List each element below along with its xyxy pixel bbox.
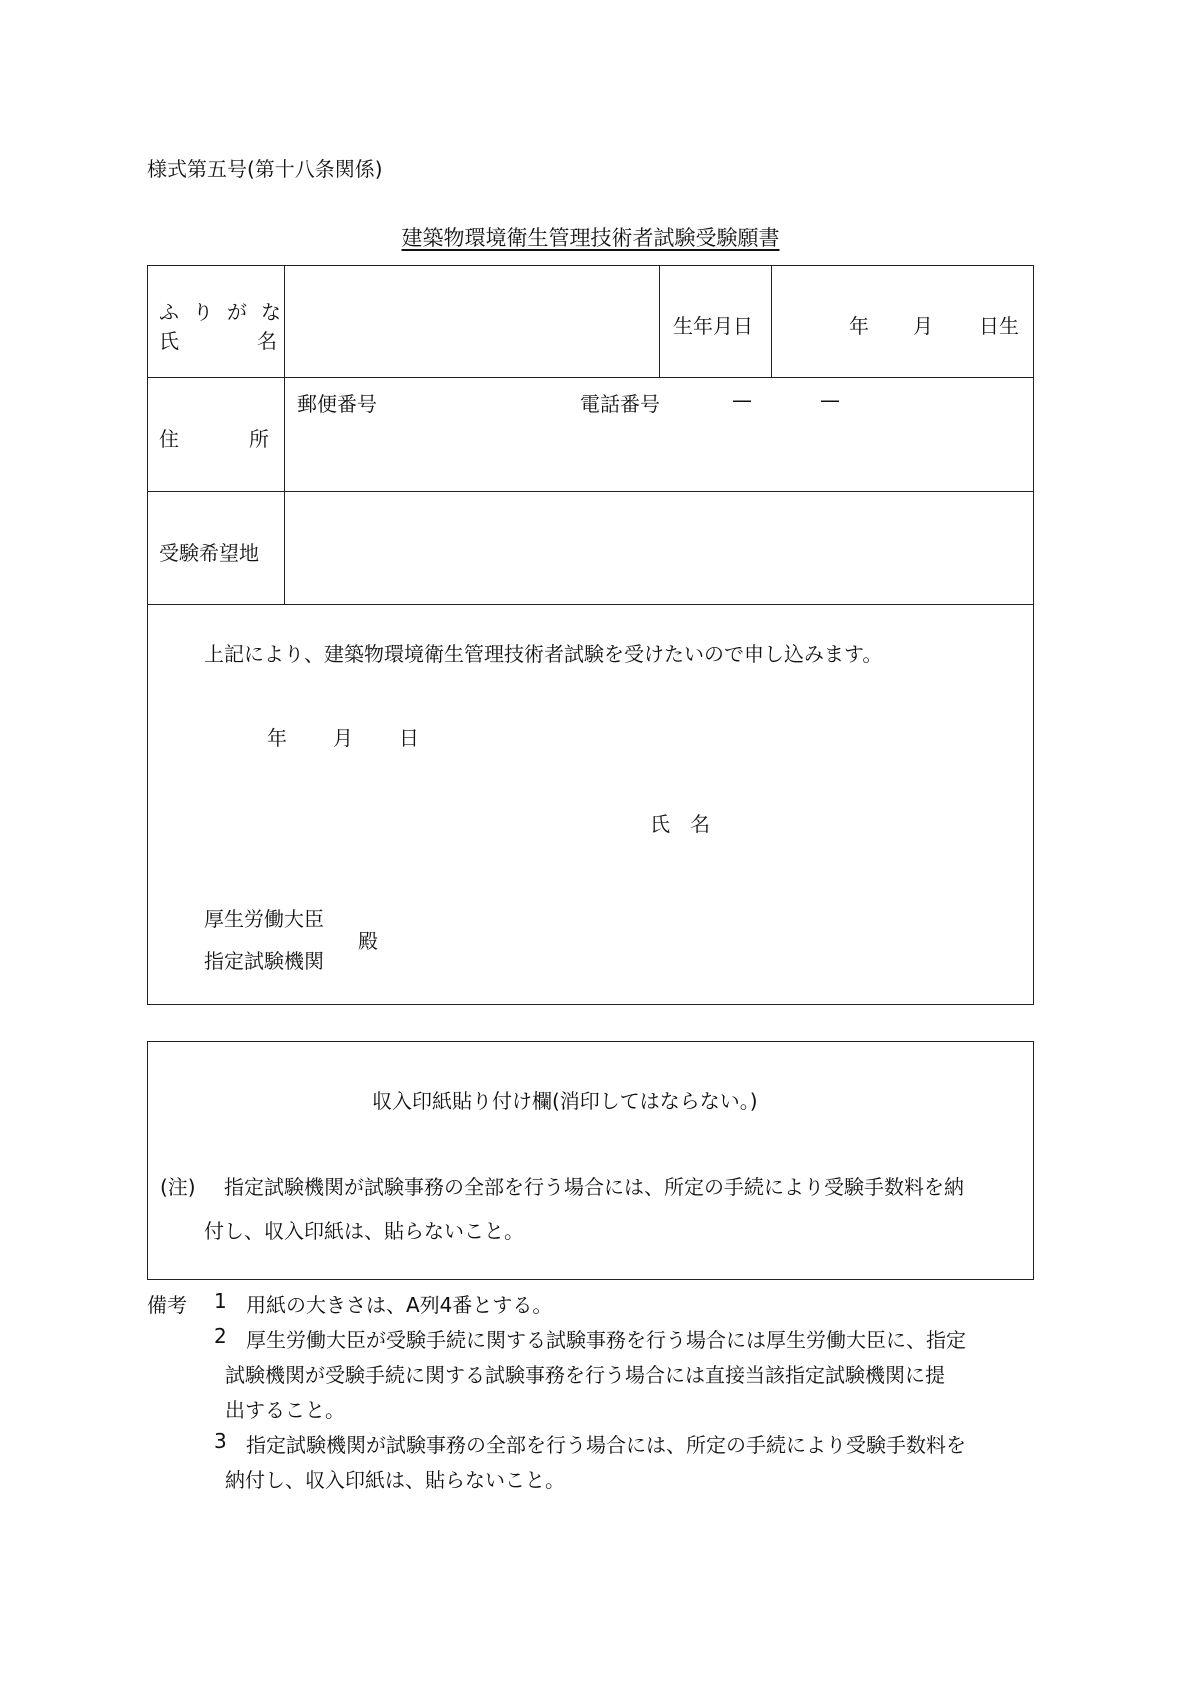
date-day-label: 日 [399,726,419,750]
addressee-designated-body: 指定試験機関 [204,949,324,973]
row-divider [147,604,1034,605]
phone-label: 電話番号 [580,392,660,416]
exam-location-label: 受験希望地 [159,541,259,565]
remark-number: 2 [214,1324,227,1348]
remark-text: 用紙の大きさは、A列4番とする。 [246,1293,553,1317]
name-label-row [159,325,355,354]
row-divider [147,491,1034,492]
form-title: 建築物環境衛生管理技術者試験受験願書 [401,226,780,250]
note-line: 付し、収入印紙は、貼らないこと。 [204,1219,524,1243]
remark-text: 出すること。 [225,1398,345,1422]
addressee-minister: 厚生労働大臣 [204,907,324,931]
revenue-stamp-box [147,1041,1034,1280]
remarks-label: 備考 [147,1293,187,1317]
furigana-label: ふりがな [159,300,295,324]
remark-number: 3 [214,1429,227,1453]
remark-text: 厚生労働大臣が受験手続に関する試験事務を行う場合には厚生労働大臣に、指定 [246,1328,966,1352]
address-label: 住所 [159,427,339,451]
note-marker: (注) [160,1175,196,1199]
phone-dash: — [820,388,840,412]
date-year-label: 年 [267,726,287,750]
birth-day-label: 日生 [979,314,1019,338]
applicant-name-label: 氏 名 [650,812,710,836]
postal-code-label: 郵便番号 [297,392,377,416]
application-table [147,265,1034,1005]
note-line: 指定試験機関が試験事務の全部を行う場合には、所定の手続により受験手数料を納 [224,1175,964,1199]
row-divider [147,377,1034,378]
birth-year-label: 年 [849,314,869,338]
column-divider [659,265,660,377]
exam-location-field[interactable] [285,493,1032,602]
remark-number: 1 [214,1289,227,1313]
remark-text: 指定試験機関が試験事務の全部を行う場合には、所定の手続により受験手数料を [246,1433,966,1457]
stamp-box-heading: 収入印紙貼り付け欄(消印してはならない。) [372,1089,758,1113]
form-number: 様式第五号(第十八条関係) [147,157,383,181]
honorific: 殿 [358,929,378,953]
name-field[interactable] [285,267,657,375]
name-label: 氏名 [159,329,355,353]
birthdate-label: 生年月日 [673,314,753,338]
birth-month-label: 月 [913,314,933,338]
remark-text: 納付し、収入印紙は、貼らないこと。 [225,1468,565,1492]
date-month-label: 月 [333,726,353,750]
remark-text: 試験機関が受験手続に関する試験事務を行う場合には直接当該指定試験機関に提 [225,1363,945,1387]
application-statement: 上記により、建築物環境衛生管理技術者試験を受けたいので申し込みます。 [204,642,883,666]
phone-dash: — [732,388,752,412]
